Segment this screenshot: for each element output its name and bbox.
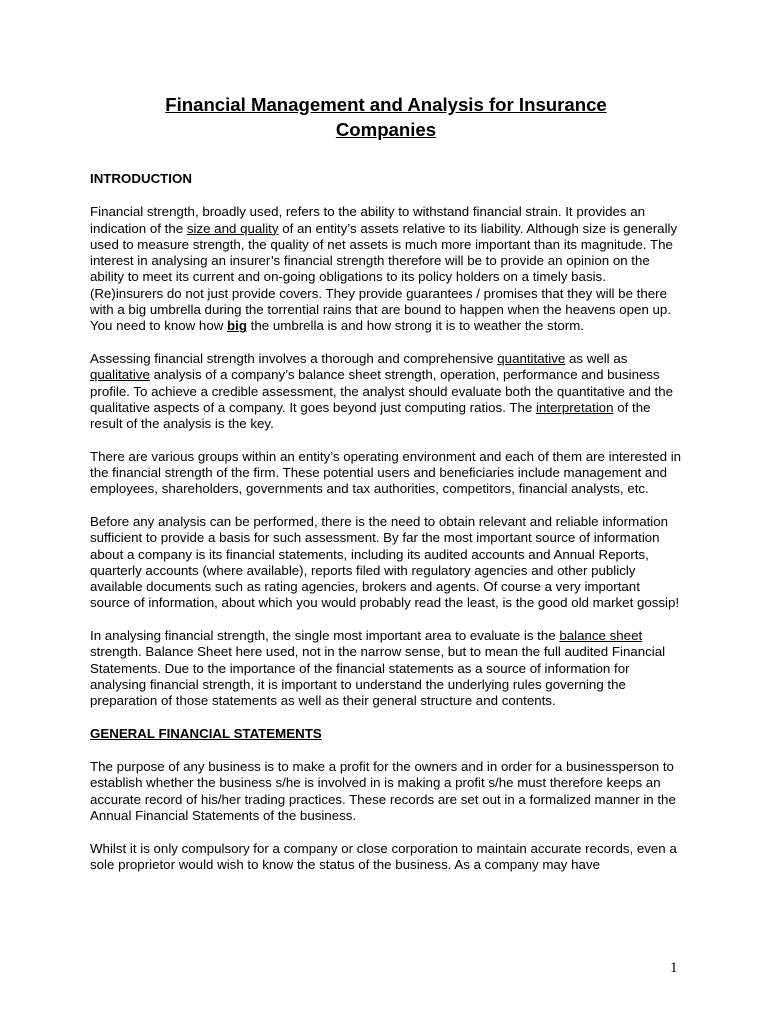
- title-line-2: Companies: [335, 119, 437, 140]
- underlined-term: qualitative: [90, 367, 150, 383]
- underlined-term: interpretation: [535, 399, 614, 415]
- intro-paragraph-4: Before any analysis can be performed, there is the need to obtain relevant and reliable information sufficient to provide a basis for such assessment. By far the most important source of information about a company is its financial statements, including its audited accounts and Annual Reports, quarterly accounts (where available), reports filed with regulatory agencies and other publicly available documents such as rating agencies, brokers and agents. Of course a very important source of information, about which you would probably read the least, is the good old market gossip!: [90, 513, 680, 611]
- document-page: [90, 92, 682, 889]
- bold-term: big: [227, 318, 247, 334]
- intro-paragraph-2: Assessing financial strength involves a thorough and comprehensive quantitative as well as qualitative analysis of a company’s balance sheet strength, operation, performance and business profile. To achieve a credible assessment, the analyst should evaluate both the quantitative and the qualitative aspects of a company. It goes beyond just computing ratios. The interpretation of the result of the analysis is the key.: [90, 350, 673, 432]
- gfs-paragraph-1: The purpose of any business is to make a profit for the owners and in order for a businessperson to establish whether the business s/he is involved in is making a profit s/he must therefore keeps an accurate record of his/her trading practices. These records are set out in a formalized manner in the Annual Financial Statements of the business.: [90, 759, 676, 823]
- underlined-term: quantitative: [497, 350, 566, 366]
- intro-paragraph-3: There are various groups within an entity’s operating environment and each of them are interested in the financial strength of the firm. These potential users and beneficiaries include management and employees, shareholders, governments and tax authorities, competitors, financial analysts, etc.: [90, 448, 682, 497]
- underlined-term: balance sheet: [559, 628, 643, 644]
- underlined-term: size and quality: [186, 220, 279, 236]
- gfs-paragraph-2: Whilst it is only compulsory for a company or close corporation to maintain accurate records, even a sole proprietor would wish to know the status of the business. As a company may have: [90, 840, 677, 872]
- document-title: [90, 92, 682, 142]
- introduction-heading: INTRODUCTION: [90, 171, 192, 186]
- intro-paragraph-5: In analysing financial strength, the single most important area to evaluate is the balance sheet strength. Balance Sheet here used, not in the narrow sense, but to mean the full audited Financial Statements. Due to the importance of the financial statements as a source of information for analysing financial strength, it is important to understand the underlying rules governing the preparation of those statements as well as their general structure and contents.: [90, 628, 666, 709]
- page-number: 1: [670, 960, 678, 976]
- intro-paragraph-1: Financial strength, broadly used, refers to the ability to withstand financial strain. It provides an indication of the size and quality of an entity’s assets relative to its liability. Although size is generally used to measure strength, the quality of net assets is much more important than its magnitude. The interest in analysing an insurer’s financial strength therefore will be to provide an opinion on the ability to meet its current and on-going obligations to its policy holders on a timely basis. (Re)insurers do not just provide covers. They provide guarantees / promises that they will be there with a big umbrella during the torrential rains that are bound to happen when the heavens open up. You need to know how big the umbrella is and how strong it is to weather the storm.: [90, 204, 678, 334]
- general-financial-statements-heading: GENERAL FINANCIAL STATEMENTS: [90, 725, 322, 741]
- title-line-1: Financial Management and Analysis for Insurance: [165, 94, 607, 115]
